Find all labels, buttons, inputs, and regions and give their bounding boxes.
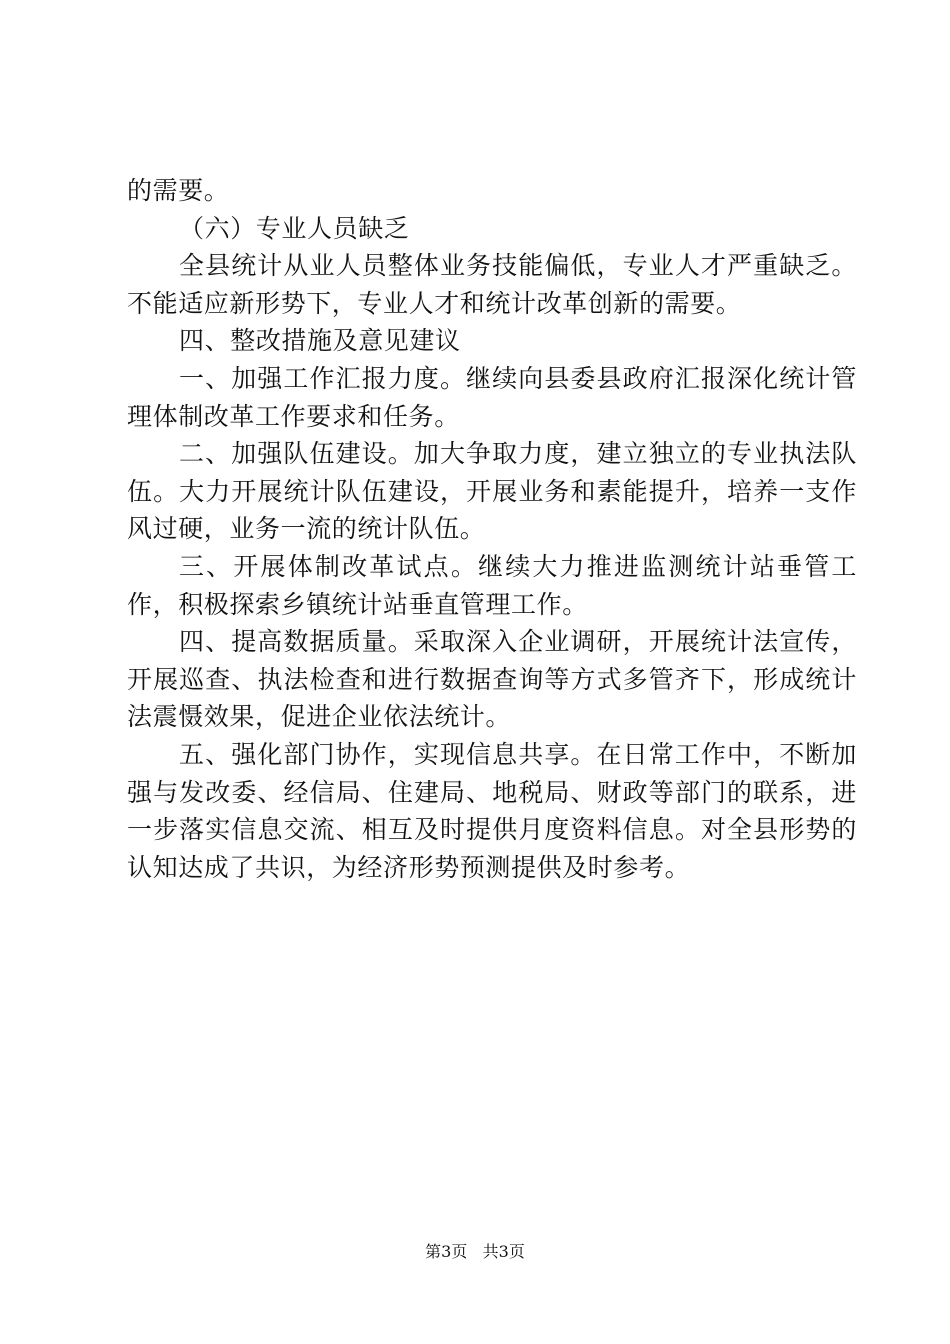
subheading-staff-shortage: （六）专业人员缺乏	[179, 213, 410, 243]
paragraph-measure-2: 二、加强队伍建设。加大争取力度，建立独立的专业执法队伍。大力开展统计队伍建设，开展业务和素能提升，培养一支作风过硬，业务一流的统计队伍。	[127, 439, 857, 544]
page-footer	[0, 1242, 950, 1262]
paragraph-measure-3: 三、开展体制改革试点。继续大力推进监测统计站垂管工作，积极探索乡镇统计站垂直管理工作。	[127, 551, 857, 619]
paragraph-staff-shortage: 全县统计从业人员整体业务技能偏低，专业人才严重缺乏。不能适应新形势下，专业人才和统计改革创新的需要。	[127, 251, 857, 318]
page-total: 共3页	[482, 1242, 525, 1261]
section-heading-measures: 四、整改措施及意见建议	[179, 326, 461, 356]
paragraph-measure-5: 五、强化部门协作，实现信息共享。在日常工作中，不断加强与发改委、经信局、住建局、地税局、财政等部门的联系，进一步落实信息交流、相互及时提供月度资料信息。对全县形势的认知达成了共识，为经济形势预测提供及时参考。	[127, 739, 857, 882]
page-number: 第3页	[425, 1242, 468, 1261]
document-body	[127, 172, 857, 886]
paragraph-measure-1: 一、加强工作汇报力度。继续向县委县政府汇报深化统计管理体制改革工作要求和任务。	[127, 363, 857, 431]
paragraph-continuation: 的需要。	[127, 176, 230, 205]
paragraph-measure-4: 四、提高数据质量。采取深入企业调研，开展统计法宣传，开展巡查、执法检查和进行数据查询等方式多管齐下，形成统计法震慑效果，促进企业依法统计。	[127, 627, 857, 732]
